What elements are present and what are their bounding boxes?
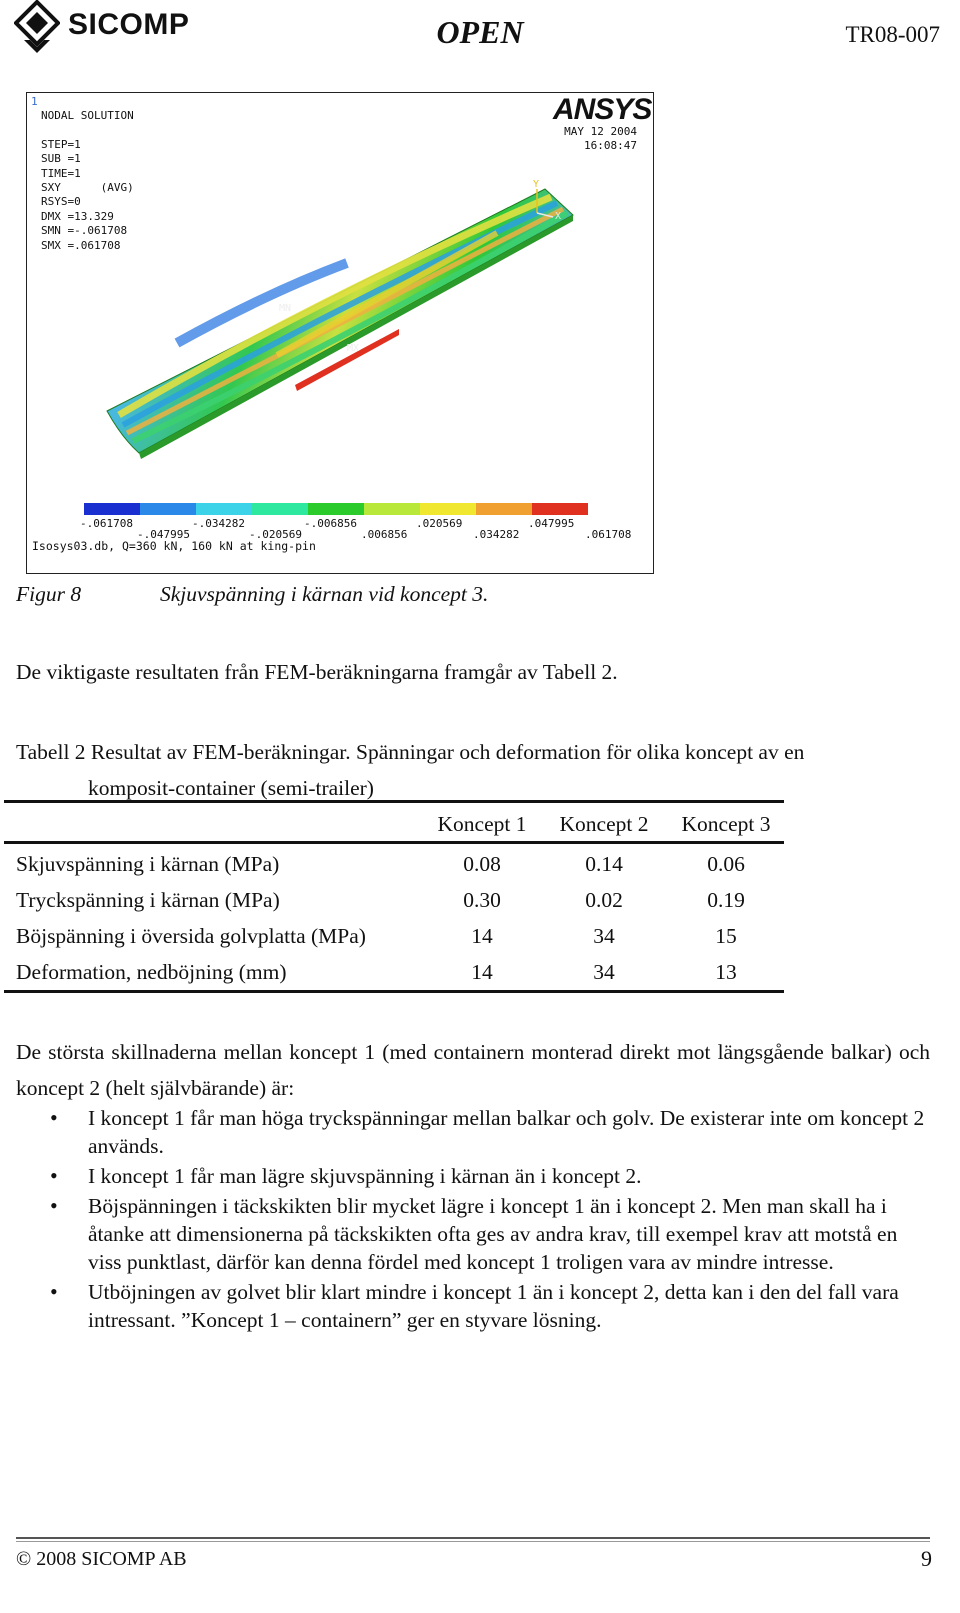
list-item-text: Böjspänningen i täckskikten blir mycket lägre i koncept 1 än i koncept 2. Men man skall ha i åtanke att dimensionerna på täckskikten ofta ges av andra krav, till exempel krav att motstå en viss punktlast, därför kan denna fördel med koncept 1 troligen vara av mindre intresse. <box>88 1194 898 1274</box>
plot-info-line: TIME=1 <box>41 166 81 180</box>
colorbar-swatch <box>420 503 476 515</box>
colorbar-label: -.034282 <box>192 517 245 530</box>
classification-label: OPEN <box>436 14 524 50</box>
table-header-rule <box>4 841 784 844</box>
table-cell: 34 <box>593 960 615 984</box>
figure-caption-text: Skjuvspänning i kärnan vid koncept 3. <box>160 582 489 606</box>
table-cell: 13 <box>715 960 737 984</box>
footer-rule <box>16 1537 930 1539</box>
table-cell: 0.08 <box>463 852 501 876</box>
table-caption-line1: Tabell 2 Resultat av FEM-beräkningar. Spänningar och deformation för olika koncept av en <box>16 740 805 764</box>
figure-footnote: Isosys03.db, Q=360 kN, 160 kN at king-pin <box>32 539 316 553</box>
bullet-icon: • <box>50 1105 58 1130</box>
table-bottom-rule <box>4 990 784 993</box>
document-number: TR08-007 <box>845 22 940 47</box>
bullet-icon: • <box>50 1193 58 1218</box>
table-top-rule <box>4 800 784 803</box>
table-cell-label: Skjuvspänning i kärnan (MPa) <box>16 852 280 876</box>
list-item-text: Utböjningen av golvet blir klart mindre i koncept 1 än i koncept 2, detta kan i den del fall vara intressant. ”Koncept 1 – containern” ger en styvare lösning. <box>88 1280 899 1332</box>
table-cell: 0.14 <box>585 852 623 876</box>
colorbar-label: .006856 <box>361 528 408 541</box>
plot-info-line: STEP=1 <box>41 137 81 151</box>
colorbar-swatch <box>196 503 252 515</box>
colorbar-swatch <box>84 503 140 515</box>
colorbar-swatch <box>308 503 364 515</box>
colorbar-label: .020569 <box>416 517 463 530</box>
table-header-cell: Koncept 3 <box>681 812 771 836</box>
max-marker: MX <box>347 343 360 354</box>
axis-y-label: Y <box>533 179 540 190</box>
page-number: 9 <box>921 1546 932 1571</box>
table-header-cell: Koncept 2 <box>559 812 649 836</box>
table-caption <box>16 734 804 806</box>
plot-number: 1 <box>31 95 38 108</box>
list-item <box>0 1104 930 1160</box>
summary-paragraph: De största skillnaderna mellan koncept 1 (med containern monterad direkt mot längsgående balkar) och koncept 2 (helt självbärande) är: <box>16 1040 930 1100</box>
table-row <box>4 924 784 960</box>
plot-info-line: SUB =1 <box>41 152 81 166</box>
min-marker: MN <box>279 303 292 314</box>
table-cell: 15 <box>715 924 737 948</box>
colorbar-swatch <box>364 503 420 515</box>
plot-info-line: SXY (AVG) <box>41 181 134 195</box>
fem-contour-plot <box>27 93 653 493</box>
colorbar-swatch <box>252 503 308 515</box>
list-item <box>0 1278 930 1334</box>
list-item-text: I koncept 1 får man lägre skjuvspänning i kärnan än i koncept 2. <box>88 1164 642 1188</box>
logo-text: SICOMP <box>68 8 190 41</box>
figure-caption-label: Figur 8 <box>16 582 82 606</box>
colorbar-label: -.006856 <box>304 517 357 530</box>
colorbar-label: -.020569 <box>249 528 302 541</box>
table-cell: 14 <box>471 960 493 984</box>
plot-time: 16:08:47 <box>584 139 637 153</box>
ansys-logo: ANSYS <box>553 93 652 126</box>
table-row <box>4 888 784 924</box>
bullet-icon: • <box>50 1163 58 1188</box>
colorbar-swatch <box>140 503 196 515</box>
table-caption-line2: komposit-container (semi-trailer) <box>88 776 374 800</box>
plot-info-line: NODAL SOLUTION <box>41 109 134 122</box>
axis-x-label: X <box>555 211 562 222</box>
intro-paragraph: De viktigaste resultaten från FEM-beräkningarna framgår av Tabell 2. <box>16 660 618 684</box>
table-cell: 14 <box>471 924 493 948</box>
table-row <box>4 852 784 888</box>
colorbar-swatch <box>476 503 532 515</box>
colorbar <box>84 503 588 515</box>
colorbar-label: -.061708 <box>80 517 133 530</box>
table-cell-label: Böjspänning i översida golvplatta (MPa) <box>16 924 366 948</box>
colorbar-label: .047995 <box>528 517 575 530</box>
table-cell: 0.19 <box>707 888 745 912</box>
table-cell-label: Tryckspänning i kärnan (MPa) <box>16 888 280 912</box>
plot-info-line: SMX =.061708 <box>41 238 121 252</box>
fem-result-figure <box>26 92 654 574</box>
table-cell: 34 <box>593 924 615 948</box>
plot-info-line: DMX =13.329 <box>41 209 114 223</box>
plot-date: MAY 12 2004 <box>564 125 637 138</box>
colorbar-swatch <box>532 503 588 515</box>
plot-info-line: RSYS=0 <box>41 195 81 209</box>
colorbar-label: .034282 <box>473 528 520 541</box>
table-cell: 0.02 <box>585 888 623 912</box>
list-item-text: I koncept 1 får man höga tryckspänningar mellan balkar och golv. De existerar inte om koncept 2 används. <box>88 1106 925 1158</box>
colorbar-label: -.047995 <box>137 528 190 541</box>
bullet-list <box>0 1104 930 1336</box>
footer-rule-thin <box>16 1541 930 1542</box>
bullet-icon: • <box>50 1279 58 1304</box>
table-cell-label: Deformation, nedböjning (mm) <box>16 960 287 984</box>
list-item <box>0 1162 930 1190</box>
list-item <box>0 1192 930 1276</box>
copyright: © 2008 SICOMP AB <box>16 1548 187 1570</box>
table-header-cell: Koncept 1 <box>437 812 527 836</box>
table-cell: 0.30 <box>463 888 501 912</box>
figure-caption <box>16 582 489 607</box>
colorbar-label: .061708 <box>585 528 632 541</box>
table-cell: 0.06 <box>707 852 745 876</box>
plot-info-line: SMN =-.061708 <box>41 224 128 238</box>
